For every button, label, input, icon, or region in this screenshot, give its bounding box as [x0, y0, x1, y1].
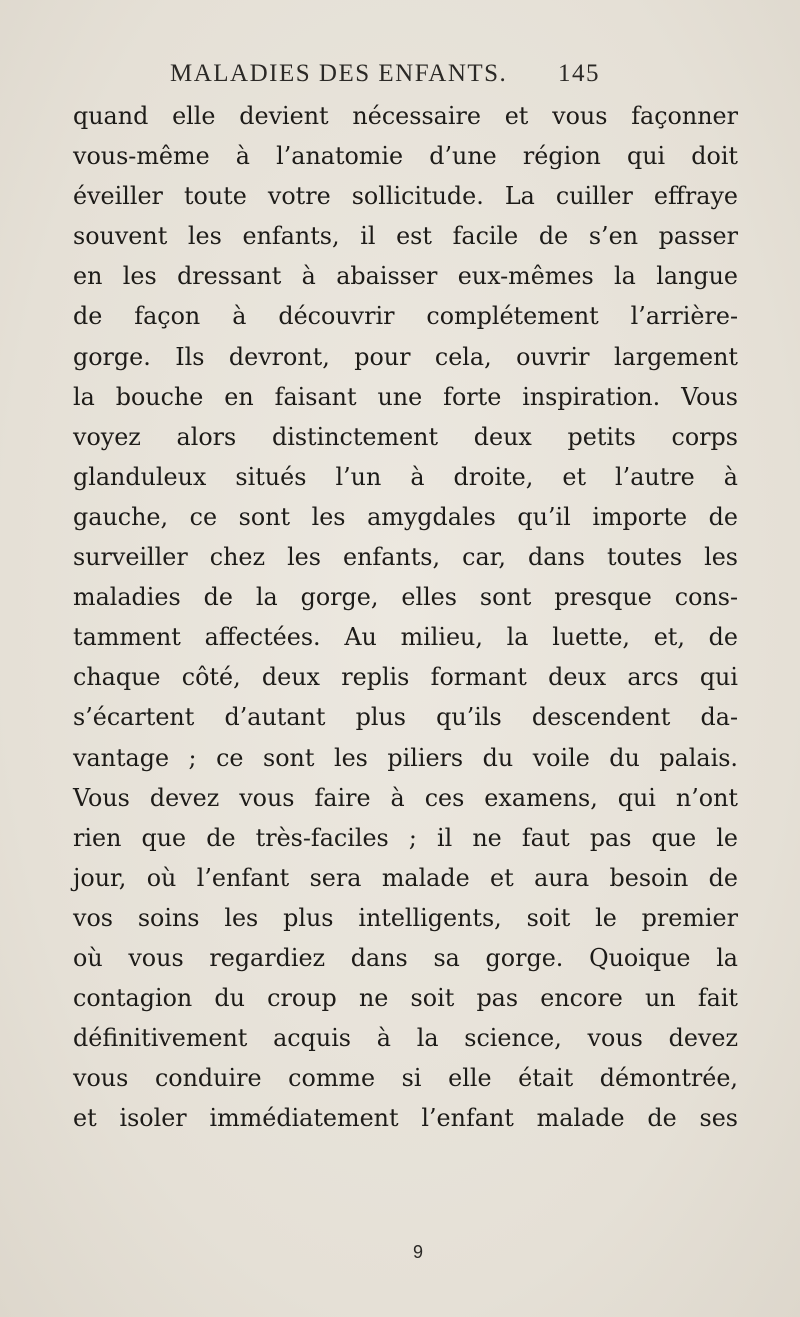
text-line: vous-même à l’anatomie d’une région qui doit — [73, 142, 738, 171]
text-line: tamment affectées. Au milieu, la luette, et, de — [73, 623, 738, 652]
text-line: souvent les enfants, il est facile de s’en passer — [73, 222, 738, 251]
text-line: Vous devez vous faire à ces examens, qui n’ont — [73, 783, 738, 812]
text-line: voyez alors distinctement deux petits corps — [73, 422, 738, 451]
text-line: définitivement acquis à la science, vous devez — [73, 1024, 738, 1053]
text-line: la bouche en faisant une forte inspiration. Vous — [73, 382, 738, 411]
text-line: en les dressant à abaisser eux-mêmes la langue — [73, 262, 738, 291]
text-line: jour, où l’enfant sera malade et aura besoin de — [73, 863, 738, 892]
text-line: gauche, ce sont les amygdales qu’il importe de — [73, 502, 738, 531]
body-text — [73, 96, 738, 1258]
running-title: MALADIES DES ENFANTS. — [170, 60, 508, 87]
text-line: glanduleux situés l’un à droite, et l’autre à — [73, 462, 738, 491]
signature-number: 9 — [412, 1242, 423, 1262]
text-line: surveiller chez les enfants, car, dans toutes les — [73, 543, 738, 572]
text-line: éveiller toute votre sollicitude. La cuiller effraye — [73, 182, 738, 211]
text-line: et isoler immédiatement l’enfant malade de ses — [73, 1104, 738, 1133]
text-line: s’écartent d’autant plus qu’ils descendent da- — [73, 703, 738, 732]
page-number: 145 — [558, 60, 600, 87]
text-line: contagion du croup ne soit pas encore un fait — [73, 984, 738, 1013]
text-line: maladies de la gorge, elles sont presque cons- — [73, 583, 738, 612]
text-line: quand elle devient nécessaire et vous façonner — [73, 102, 738, 130]
text-line: gorge. Ils devront, pour cela, ouvrir largement — [73, 342, 738, 371]
text-line: chaque côté, deux replis formant deux arcs qui — [73, 663, 738, 692]
text-line: de façon à découvrir complétement l’arrière- — [73, 302, 738, 331]
text-line: vantage ; ce sont les piliers du voile du palais. — [73, 743, 738, 772]
signature-mark — [0, 1242, 800, 1263]
text-line: vos soins les plus intelligents, soit le premier — [73, 903, 738, 932]
running-header — [170, 60, 600, 90]
text-line: vous conduire comme si elle était démontrée, — [73, 1064, 738, 1093]
text-line: où vous regardiez dans sa gorge. Quoique la — [73, 943, 738, 972]
text-line: rien que de très-faciles ; il ne faut pas que le — [73, 823, 738, 852]
